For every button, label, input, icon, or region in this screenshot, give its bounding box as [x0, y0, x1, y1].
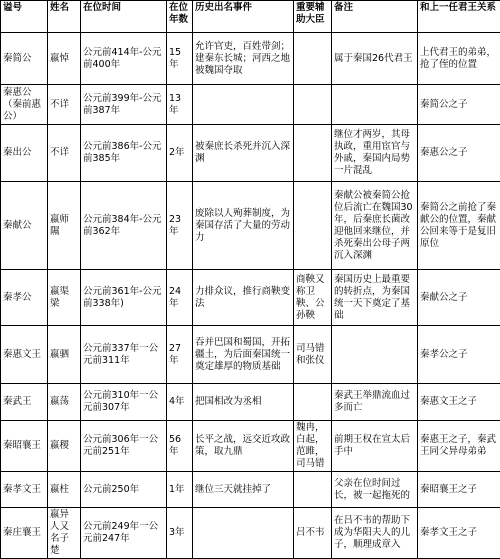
cell-relation: 秦惠文王之子 [418, 384, 500, 421]
cell-name: 嬴驷 [48, 326, 81, 384]
cell-minister: 魏冉，白起，范雎，司马错 [294, 421, 332, 472]
cell-title: 秦献公 [1, 182, 48, 270]
table-row [1, 421, 500, 472]
cell-title: 秦惠公（秦前惠公） [1, 85, 48, 125]
cell-relation: 上代君王的弟弟，抢了侄的位置 [418, 33, 500, 85]
cell-time: 公元前249年一公元前247年 [81, 508, 167, 559]
cell-event: 继位三天就挂掉了 [193, 472, 294, 508]
cell-time: 公元前414年-公元前400年 [81, 33, 167, 85]
cell-title: 秦惠文王 [1, 326, 48, 384]
cell-years: 2年 [167, 125, 193, 182]
header-name: 姓名 [48, 1, 81, 33]
cell-years: 13年 [167, 85, 193, 125]
cell-name: 嬴异人又名子楚 [48, 508, 81, 559]
cell-name: 不详 [48, 125, 81, 182]
cell-time: 公元前386年-公元前385年 [81, 125, 167, 182]
cell-time: 公元前384年-公元前362年 [81, 182, 167, 270]
header-title: 谥号 [1, 1, 48, 33]
cell-name: 嬴稷 [48, 421, 81, 472]
cell-time: 公元前361年-公元前338年) [81, 270, 167, 326]
cell-years: 4年 [167, 384, 193, 421]
cell-minister [294, 85, 332, 125]
cell-note: 父亲在位时间过长，被一起拖死的 [332, 472, 418, 508]
cell-minister: 司马错和张仪 [294, 326, 332, 384]
cell-relation: 秦孝文王之子 [418, 508, 500, 559]
cell-years: 23年 [167, 182, 193, 270]
cell-name: 嬴柱 [48, 472, 81, 508]
cell-title: 秦孝公 [1, 270, 48, 326]
header-event: 历史出名事件 [193, 1, 294, 33]
cell-relation: 秦献公之子 [418, 270, 500, 326]
header-minister: 重要辅助大臣 [294, 1, 332, 33]
cell-time: 公元前310年一公元前307年 [81, 384, 167, 421]
cell-time: 公元前399年-公元前387年 [81, 85, 167, 125]
cell-relation: 秦简公之前抢了秦献公的位置，秦献公回来等于是复旧原位 [418, 182, 500, 270]
cell-note: 秦献公被秦简公抢位后流亡在魏国30年，后秦庶长菌改迎他回来继位，并杀死秦出公母子两沉入深渊 [332, 182, 418, 270]
cell-event: 力排众议，推行商鞅变法 [193, 270, 294, 326]
table-row [1, 326, 500, 384]
cell-minister [294, 472, 332, 508]
cell-years: 15年 [167, 33, 193, 85]
cell-minister: 商鞅又称卫鞅、公孙鞅 [294, 270, 332, 326]
cell-minister [294, 384, 332, 421]
cell-years: 24年 [167, 270, 193, 326]
cell-event: 被秦庶长杀死并沉入深渊 [193, 125, 294, 182]
cell-relation: 秦简公之子 [418, 85, 500, 125]
cell-relation: 秦孝公之子 [418, 326, 500, 384]
cell-minister: 吕不韦 [294, 508, 332, 559]
cell-title: 秦昭襄王 [1, 421, 48, 472]
table-header-row [1, 1, 500, 33]
cell-time: 公元前337年一公元前311年 [81, 326, 167, 384]
cell-note [332, 326, 418, 384]
cell-title: 秦武王 [1, 384, 48, 421]
cell-minister [294, 33, 332, 85]
table-row [1, 33, 500, 85]
cell-event [193, 508, 294, 559]
table-row [1, 85, 500, 125]
cell-event: 允许官吏，百姓带剑；建秦东长城；河西之地被魏国夺取 [193, 33, 294, 85]
header-time: 在位时间 [81, 1, 167, 33]
cell-note [332, 85, 418, 125]
cell-years: 56年 [167, 421, 193, 472]
cell-name: 不详 [48, 85, 81, 125]
table-row [1, 472, 500, 508]
cell-title: 秦庄襄王 [1, 508, 48, 559]
table-row [1, 182, 500, 270]
cell-years: 1年 [167, 472, 193, 508]
cell-event: 长平之战，远交近攻政策，取九鼎 [193, 421, 294, 472]
cell-relation: 秦昭襄王之子 [418, 472, 500, 508]
cell-title: 秦简公 [1, 33, 48, 85]
cell-note: 在吕不韦的帮助下成为华阳夫人的儿子，顺理成章入 [332, 508, 418, 559]
cell-relation: 秦惠公之子 [418, 125, 500, 182]
cell-relation: 秦惠王之子，秦武王同父异母弟弟 [418, 421, 500, 472]
cell-title: 秦出公 [1, 125, 48, 182]
cell-minister [294, 125, 332, 182]
cell-note: 属于秦国26代君王 [332, 33, 418, 85]
cell-note: 继位才两岁，其母执政，重用宦官与外戚，秦国内局势一片混乱 [332, 125, 418, 182]
cell-event: 吞并巴国和蜀国，开拓疆土，为后面秦国统一奠定雄厚的物质基础 [193, 326, 294, 384]
cell-event: 废除以人殉葬制度，为秦国存活了大量的劳动力 [193, 182, 294, 270]
table-row [1, 270, 500, 326]
cell-event [193, 85, 294, 125]
cell-title: 秦孝文王 [1, 472, 48, 508]
cell-event: 把国相改为丞相 [193, 384, 294, 421]
cell-name: 嬴悼 [48, 33, 81, 85]
header-relation: 和上一任君王关系 [418, 1, 500, 33]
cell-years: 3年 [167, 508, 193, 559]
cell-time: 公元前250年 [81, 472, 167, 508]
cell-note: 秦国历史上最重要的转折点，为秦国统一天下奠定了基础 [332, 270, 418, 326]
cell-time: 公元前306年一公元前251年 [81, 421, 167, 472]
cell-note: 前期王权在宣太后手中 [332, 421, 418, 472]
header-note: 备注 [332, 1, 418, 33]
cell-name: 嬴荡 [48, 384, 81, 421]
table-row [1, 508, 500, 559]
table-row [1, 125, 500, 182]
cell-note: 秦武王举鼎流血过多而亡 [332, 384, 418, 421]
cell-minister [294, 182, 332, 270]
cell-name: 嬴渠梁 [48, 270, 81, 326]
cell-years: 27年 [167, 326, 193, 384]
header-years: 在位年数 [167, 1, 193, 33]
cell-name: 嬴师隰 [48, 182, 81, 270]
table-row [1, 384, 500, 421]
